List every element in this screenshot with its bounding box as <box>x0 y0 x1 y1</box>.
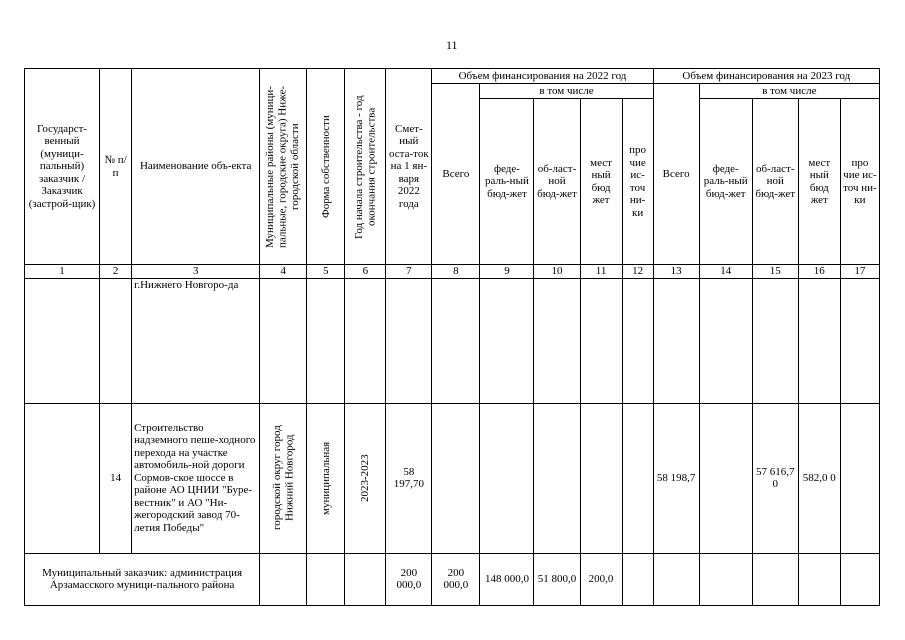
header-num: № п/п <box>100 69 132 265</box>
city-name: г.Нижнего Новгоро-да <box>132 278 260 403</box>
header-regional-2022: об-ласт-ной бюд-жет <box>534 99 580 265</box>
empty-cell <box>653 278 699 403</box>
empty-cell <box>699 403 752 553</box>
item-estimate: 58 197,70 <box>386 403 432 553</box>
header-years-text: Год начала строительства - год окончания строительства <box>352 94 378 239</box>
empty-cell <box>345 553 386 605</box>
col-number: 5 <box>307 265 345 279</box>
header-federal-2023: феде-раль-ный бюд-жет <box>699 99 752 265</box>
empty-cell <box>100 278 132 403</box>
header-district <box>260 69 307 265</box>
item-regional-2023: 57 616,7 0 <box>752 403 798 553</box>
col-number: 9 <box>480 265 534 279</box>
col-number: 10 <box>534 265 580 279</box>
arzamas-federal-2022: 148 000,0 <box>480 553 534 605</box>
empty-cell <box>307 278 345 403</box>
empty-cell <box>25 278 100 403</box>
header-total-2022: Всего <box>432 84 480 265</box>
col-number: 13 <box>653 265 699 279</box>
col-number: 16 <box>798 265 840 279</box>
empty-cell <box>480 278 534 403</box>
header-district-text: Муниципальные районы (муници-пальные, городские округа) Ниже-городской области <box>264 85 302 248</box>
table-row-item-14 <box>25 403 880 553</box>
header-ownership-text: Форма собственности <box>319 115 332 218</box>
empty-cell <box>260 278 307 403</box>
col-number: 12 <box>622 265 653 279</box>
col-number: 3 <box>132 265 260 279</box>
item-ownership-text: муниципальная <box>319 441 332 515</box>
empty-cell <box>432 278 480 403</box>
header-incl-2022: в том числе <box>480 84 653 99</box>
header-fin-2023: Объем финансирования на 2023 год <box>653 69 879 84</box>
col-number: 17 <box>840 265 879 279</box>
col-number: 15 <box>752 265 798 279</box>
arzamas-regional-2022: 51 800,0 <box>534 553 580 605</box>
empty-cell <box>622 553 653 605</box>
arzamas-total-2022: 200 000,0 <box>432 553 480 605</box>
empty-cell <box>798 278 840 403</box>
page-number: 11 <box>446 38 458 52</box>
header-regional-2023: об-ласт-ной бюд-жет <box>752 99 798 265</box>
header-local-2022: мест ный бюд жет <box>580 99 622 265</box>
empty-cell <box>25 403 100 553</box>
arzamas-estimate: 200 000,0 <box>386 553 432 605</box>
col-number: 14 <box>699 265 752 279</box>
item-total-2023: 58 198,7 <box>653 403 699 553</box>
financing-table <box>24 68 880 606</box>
item-years-text: 2023-2023 <box>359 454 372 502</box>
empty-cell <box>432 403 480 553</box>
empty-cell <box>752 278 798 403</box>
table-row-arzamas <box>25 553 880 605</box>
empty-cell <box>840 278 879 403</box>
header-customer: Государст-венный (муници-пальный) заказчик / Заказчик (застрой-щик) <box>25 69 100 265</box>
header-federal-2022: феде-раль-ный бюд-жет <box>480 99 534 265</box>
item-num: 14 <box>100 403 132 553</box>
item-district <box>260 403 307 553</box>
header-local-2023: мест ный бюд жет <box>798 99 840 265</box>
header-object-name: Наименование объ-екта <box>132 69 260 265</box>
col-number: 7 <box>386 265 432 279</box>
empty-cell <box>580 278 622 403</box>
col-number: 8 <box>432 265 480 279</box>
arzamas-local-2022: 200,0 <box>580 553 622 605</box>
empty-cell <box>345 278 386 403</box>
item-name: Строительство надземного пеше-ходного перехода на участке автомобиль-ной дороги Сормов-ское шоссе в районе АО ЦНИИ "Буре-вестник" и АО "Ни-жегородский завод 70-летия Победы" <box>132 403 260 553</box>
header-incl-2023: в том числе <box>699 84 879 99</box>
empty-cell <box>840 553 879 605</box>
header-total-2023: Всего <box>653 84 699 265</box>
header-other-2022: про чие ис-точ ни-ки <box>622 99 653 265</box>
empty-cell <box>386 278 432 403</box>
empty-cell <box>622 403 653 553</box>
empty-cell <box>752 553 798 605</box>
header-ownership <box>307 69 345 265</box>
empty-cell <box>580 403 622 553</box>
item-district-text: городской округ город Нижний Новгород <box>270 425 296 531</box>
empty-cell <box>622 278 653 403</box>
item-ownership <box>307 403 345 553</box>
col-number: 4 <box>260 265 307 279</box>
empty-cell <box>480 403 534 553</box>
empty-cell <box>798 553 840 605</box>
col-number: 2 <box>100 265 132 279</box>
col-number: 1 <box>25 265 100 279</box>
empty-cell <box>840 403 879 553</box>
col-number: 11 <box>580 265 622 279</box>
header-years <box>345 69 386 265</box>
empty-cell <box>699 278 752 403</box>
empty-cell <box>307 553 345 605</box>
table-row-city <box>25 278 880 403</box>
empty-cell <box>653 553 699 605</box>
item-local-2023: 582,0 0 <box>798 403 840 553</box>
item-years <box>345 403 386 553</box>
col-number: 6 <box>345 265 386 279</box>
empty-cell <box>534 278 580 403</box>
header-other-2023: про чие ис-точ ни-ки <box>840 99 879 265</box>
empty-cell <box>260 553 307 605</box>
header-estimate: Смет-ный оста-ток на 1 ян-варя 2022 года <box>386 69 432 265</box>
column-number-row <box>25 265 880 279</box>
header-fin-2022: Объем финансирования на 2022 год <box>432 69 653 84</box>
arzamas-customer: Муниципальный заказчик: администрация Арзамасского муници-пального района <box>25 553 260 605</box>
empty-cell <box>699 553 752 605</box>
empty-cell <box>534 403 580 553</box>
